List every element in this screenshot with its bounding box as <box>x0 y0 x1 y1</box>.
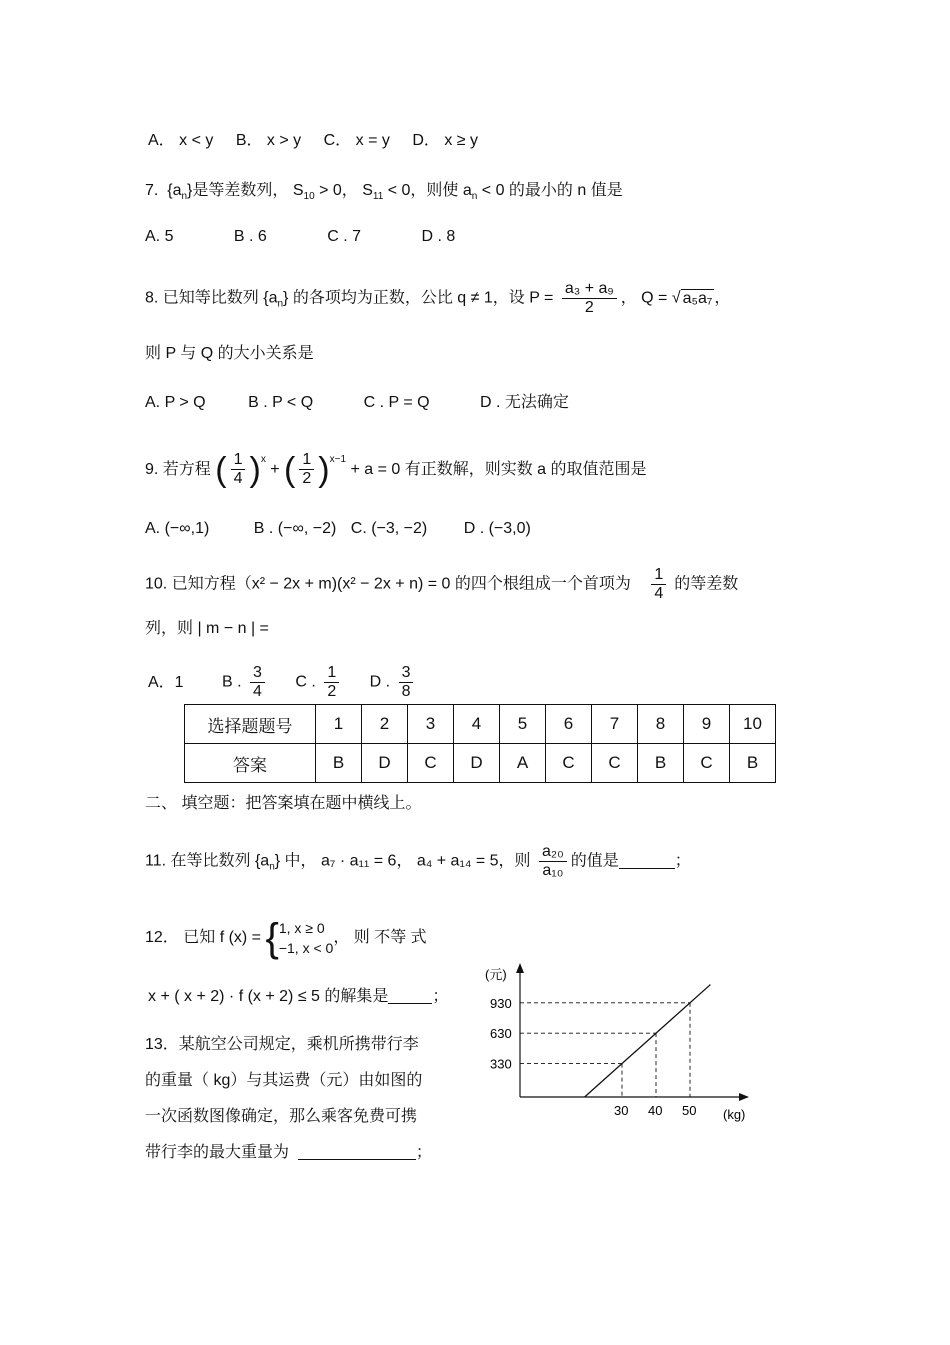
q8-frac-num: a₃ + a₉ <box>562 280 617 299</box>
q12-brace: { <box>265 916 279 960</box>
q9-frac1-num: 1 <box>231 451 246 470</box>
q12-end: ； <box>432 988 449 1005</box>
answer-table-number: 1 <box>316 705 362 744</box>
q9-frac-1 <box>231 451 246 488</box>
q12-answer-blank[interactable] <box>388 987 432 1004</box>
q9-text-b: + a = 0 有正数解，则实数 a 的取值范围是 <box>346 461 647 478</box>
q9-frac1-den: 4 <box>233 470 243 488</box>
q12-case-2: −1, x < 0 <box>278 940 334 956</box>
q10-fraction <box>651 566 666 603</box>
q13-line4 <box>145 1138 432 1168</box>
q9-exp-2: x−1 <box>329 454 347 465</box>
q10-b-num: 3 <box>250 664 265 683</box>
q8-option-d: D . 无法确定 <box>480 394 569 411</box>
q7-option-a: A. 5 <box>145 228 174 245</box>
answer-table-answer: D <box>362 744 408 783</box>
q7-options <box>145 225 489 249</box>
q8-line2: 则 P 与 Q 的大小关系是 <box>145 345 314 362</box>
q8-option-b: B . P < Q <box>248 394 314 411</box>
q8-text-d: ， <box>714 289 731 307</box>
answer-table-number: 3 <box>408 705 454 744</box>
q7-sub-11: 11 <box>372 191 384 202</box>
x-tick-label: 50 <box>682 1103 697 1118</box>
q7-text-e: < 0 的最小的 n 值是 <box>477 182 623 199</box>
q13-line4-text: 带行李的最大重量为 <box>145 1144 290 1161</box>
answer-table-number: 9 <box>684 705 730 744</box>
q11-sub-n: n <box>269 861 275 873</box>
q12-cases <box>279 918 333 958</box>
x-axis-label: (kg) <box>723 1107 746 1122</box>
q8-sqrt-body: a₅a₇ <box>682 289 713 307</box>
answer-table-number: 7 <box>592 705 638 744</box>
q9-plus: + <box>265 461 285 478</box>
q10-c-den: 2 <box>327 683 337 700</box>
y-tick-label: 930 <box>490 995 512 1011</box>
q7-stem <box>145 179 623 209</box>
q9-right-paren-2: ) <box>318 450 330 489</box>
q11-answer-blank[interactable] <box>619 852 675 869</box>
answer-table-answer: B <box>638 744 684 783</box>
q12-text-b: ， 则 不等 式 <box>333 929 427 947</box>
series-line <box>585 985 711 1097</box>
q7-option-c: C . 7 <box>327 228 362 245</box>
section-2-heading: 二、 填空题：把答案填在题中横线上。 <box>145 795 422 812</box>
answer-table-number: 10 <box>730 705 776 744</box>
q8-text-c: ， Q = <box>620 289 668 307</box>
q7-sub-n: n <box>181 191 188 202</box>
q9-frac-2 <box>299 451 314 488</box>
q10-text-b: 的等差数 <box>674 575 739 593</box>
q10-option-b: B . <box>222 673 242 691</box>
answer-table-number: 5 <box>500 705 546 744</box>
x-tick-label: 30 <box>614 1103 629 1118</box>
q8-sub-n: n <box>277 298 284 310</box>
answer-table-number: 4 <box>454 705 500 744</box>
answer-table-answer-label: 答案 <box>185 744 316 783</box>
y-axis-label: (元) <box>485 967 507 982</box>
q10-option-b-frac <box>250 664 265 701</box>
q10-option-d-frac <box>399 664 414 701</box>
q9-options <box>145 517 565 541</box>
q9-option-b: B . (−∞, −2) <box>253 520 337 537</box>
q8-option-c: C . P = Q <box>363 394 430 411</box>
q10-d-den: 8 <box>401 683 411 700</box>
q10-option-c: C . <box>295 673 316 691</box>
q7-option-d: D . 8 <box>421 228 456 245</box>
q6-option-c: C． x = y <box>323 132 390 149</box>
q11-text-c: 的值是 <box>570 852 619 870</box>
answer-table <box>184 704 776 783</box>
q8-frac-den: 2 <box>584 299 594 316</box>
y-tick-label: 330 <box>490 1056 512 1072</box>
q9-option-d: D . (−3,0) <box>463 520 531 537</box>
q8-sqrt-sign: √ <box>671 289 681 307</box>
q13-line3: 一次函数图像确定，那么乘客免费可携 <box>145 1108 418 1125</box>
q11-frac-num: a₂₀ <box>539 843 567 862</box>
q9-option-a: A. (−∞,1) <box>145 520 210 537</box>
q12-stem <box>145 918 427 958</box>
answer-table-header-label: 选择题题号 <box>185 705 316 744</box>
q7-text-b: }是等差数列， S <box>187 182 304 199</box>
q9-left-paren-1: ( <box>215 450 227 489</box>
q9-right-paren-1: ) <box>249 450 261 489</box>
q10-b-den: 4 <box>253 683 262 700</box>
q10-c-num: 1 <box>324 664 339 683</box>
q9-text-a: 9. 若方程 <box>145 461 211 478</box>
answer-table-answer: C <box>546 744 592 783</box>
q9-option-c: C. (−3, −2) <box>350 520 428 537</box>
q10-option-c-frac <box>324 664 339 701</box>
q7-text-c: > 0， S <box>314 182 373 199</box>
q7-sub-an: n <box>471 191 478 202</box>
q8-fraction <box>562 280 617 317</box>
q7-text-a: {a <box>167 182 182 199</box>
q10-option-d: D . <box>369 673 391 691</box>
q10-options <box>148 664 417 701</box>
answer-table-answer: C <box>592 744 638 783</box>
q9-frac2-den: 2 <box>302 470 312 488</box>
q10-option-a: A．1 <box>148 673 184 691</box>
q6-option-d: D． x ≥ y <box>412 132 479 149</box>
q9-exp-1: x <box>260 454 266 465</box>
q9-left-paren-2: ( <box>284 450 296 489</box>
q9-stem <box>145 448 647 488</box>
q12-case-1: 1, x ≥ 0 <box>278 920 325 936</box>
x-axis-arrow <box>739 1093 749 1101</box>
q13-line1: 13．某航空公司规定，乘机所携带行李 <box>145 1036 419 1053</box>
q9-frac2-num: 1 <box>299 451 314 470</box>
q6-options <box>148 129 496 153</box>
q10-d-num: 3 <box>399 664 414 683</box>
q12-line2 <box>148 985 448 1009</box>
q6-option-a: A． x < y <box>148 132 214 149</box>
q11-stem <box>145 843 691 880</box>
q13-answer-blank[interactable] <box>298 1143 416 1160</box>
freight-chart <box>475 955 765 1135</box>
q7-number: 7. <box>145 182 159 199</box>
answer-table-answer: C <box>684 744 730 783</box>
answer-table-answer: B <box>316 744 362 783</box>
q12-line2-text: x + ( x + 2) · f (x + 2) ≤ 5 的解集是 <box>148 988 389 1005</box>
answer-table-answer-row <box>185 744 776 783</box>
answer-table-number: 6 <box>546 705 592 744</box>
y-axis-arrow <box>516 963 524 973</box>
q7-option-b: B . 6 <box>233 228 267 245</box>
answer-table-answer: A <box>500 744 546 783</box>
q11-fraction <box>539 843 567 880</box>
q11-text-b: } 中， a₇ · a₁₁ = 6， a₄ + a₁₄ = 5，则 <box>274 852 531 870</box>
q11-frac-den: a₁₀ <box>542 862 564 879</box>
q10-stem <box>145 566 738 603</box>
q8-option-a: A. P > Q <box>145 394 206 411</box>
q12-text-a: 12． 已知 f (x) = <box>145 929 262 947</box>
answer-table-answer: D <box>454 744 500 783</box>
q10-line2: 列，则 | m − n | = <box>145 620 269 637</box>
q7-text-d: < 0，则使 a <box>383 182 472 199</box>
answer-table-answer: B <box>730 744 776 783</box>
q8-options <box>145 391 603 415</box>
q8-text-a: 8. 已知等比数列 {a <box>145 289 278 307</box>
answer-table-number: 8 <box>638 705 684 744</box>
answer-table-answer: C <box>408 744 454 783</box>
q10-frac-den: 4 <box>654 585 664 602</box>
q6-option-b: B． x > y <box>235 132 302 149</box>
q8-stem <box>145 280 730 317</box>
answer-table-number: 2 <box>362 705 408 744</box>
q11-text-d: ； <box>674 852 691 870</box>
q13-line2: 的重量（ kg）与其运费（元）由如图的 <box>145 1072 423 1089</box>
x-tick-label: 40 <box>648 1103 663 1118</box>
q7-sub-10: 10 <box>303 191 315 202</box>
q11-text-a: 11. 在等比数列 {a <box>145 852 270 870</box>
q8-text-b: } 的各项均为正数，公比 q ≠ 1，设 P = <box>283 289 554 307</box>
answer-table-number-row <box>185 705 776 744</box>
y-tick-label: 630 <box>490 1026 512 1042</box>
q10-frac-num: 1 <box>651 566 666 585</box>
q10-text-a: 10. 已知方程（x² − 2x + m)(x² − 2x + n) = 0 的四个根组成一个首项为 <box>145 575 631 593</box>
q13-end: ； <box>415 1144 432 1161</box>
